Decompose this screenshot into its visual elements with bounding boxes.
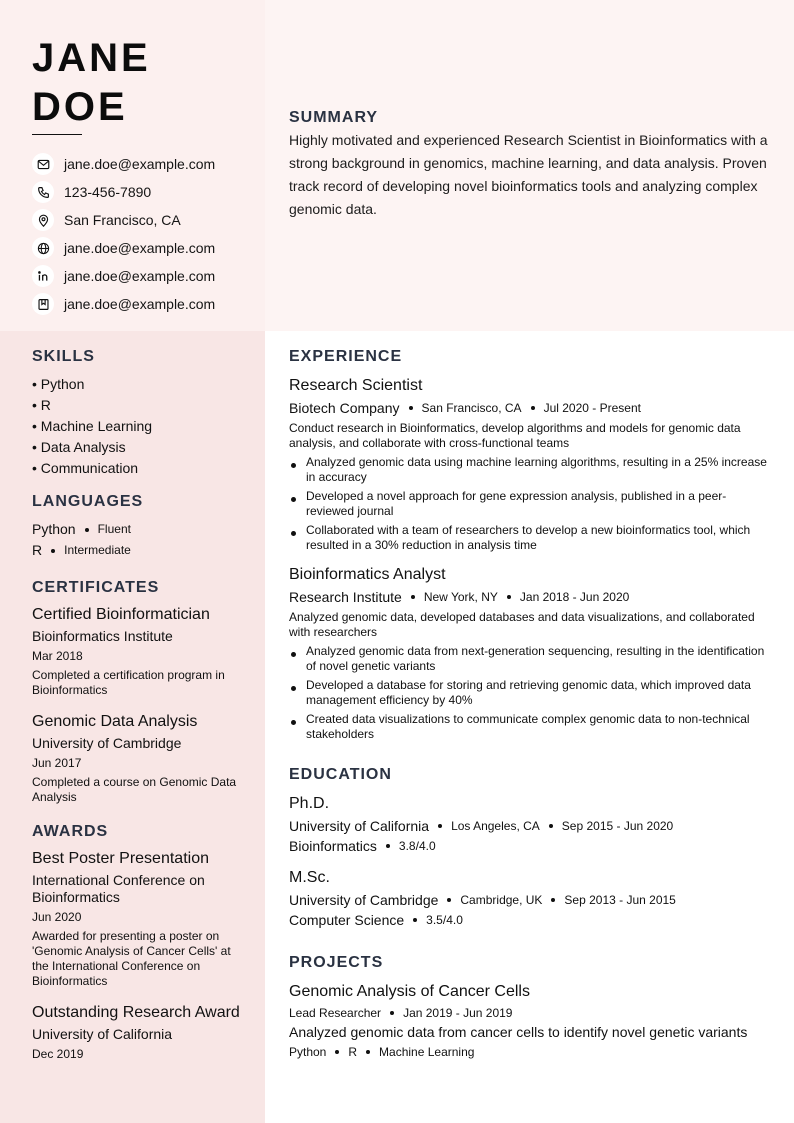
bullet-item: Developed a database for storing and retrieving genomic data, which improved data management efficiency by 40% bbox=[289, 678, 767, 708]
degree-item bbox=[289, 868, 767, 928]
separator-dot bbox=[447, 898, 451, 902]
section-title: CERTIFICATES bbox=[32, 579, 160, 596]
certificate-date: Mar 2018 bbox=[32, 649, 83, 663]
skill-item: • Python bbox=[32, 376, 85, 392]
award-title: Outstanding Research Award bbox=[32, 1004, 240, 1021]
certificate-desc: Completed a course on Genomic Data Analysis bbox=[32, 775, 237, 804]
degree-gpa: 3.5/4.0 bbox=[426, 913, 463, 927]
award-org: University of California bbox=[32, 1026, 173, 1042]
separator-dot bbox=[551, 898, 555, 902]
job-item bbox=[289, 565, 767, 742]
certificate-item bbox=[32, 605, 242, 698]
contact-list bbox=[32, 150, 215, 318]
education-section bbox=[289, 766, 767, 942]
contact-phone[interactable] bbox=[32, 178, 215, 206]
separator-dot bbox=[390, 1011, 394, 1015]
separator-dot bbox=[438, 824, 442, 828]
contact-website[interactable] bbox=[32, 234, 215, 262]
awards-section bbox=[32, 823, 242, 1075]
award-title: Best Poster Presentation bbox=[32, 850, 209, 867]
certificate-date: Jun 2017 bbox=[32, 756, 82, 770]
section-title: SUMMARY bbox=[289, 109, 379, 126]
certificate-org: University of Cambridge bbox=[32, 735, 182, 751]
separator-dot bbox=[507, 595, 511, 599]
bullet-item: Collaborated with a team of researchers to develop a new bioinformatics tool, which resulted in a 30% reduction in analysis time bbox=[289, 523, 767, 553]
degree-field-row bbox=[289, 912, 767, 928]
section-title: PROJECTS bbox=[289, 954, 384, 971]
job-desc: Analyzed genomic data, developed databases and data visualizations, and collaborated with researchers bbox=[289, 610, 755, 639]
bullet-item: Analyzed genomic data from next-generation sequencing, resulting in the identification of novel genetic variants bbox=[289, 644, 767, 674]
contact-linkedin[interactable] bbox=[32, 262, 215, 290]
candidate-name bbox=[32, 34, 151, 132]
separator-dot bbox=[531, 406, 535, 410]
job-item bbox=[289, 376, 767, 553]
contact-text: 123-456-7890 bbox=[64, 184, 152, 200]
project-title: Genomic Analysis of Cancer Cells bbox=[289, 983, 530, 1000]
separator-dot bbox=[366, 1050, 370, 1054]
award-item bbox=[32, 849, 242, 989]
contact-text: jane.doe@example.com bbox=[64, 156, 216, 172]
degree-gpa: 3.8/4.0 bbox=[398, 839, 436, 853]
degree-meta bbox=[289, 892, 767, 908]
phone-icon bbox=[32, 181, 54, 203]
section-title: EDUCATION bbox=[289, 766, 392, 783]
certificate-org: Bioinformatics Institute bbox=[32, 628, 173, 644]
language-level: Intermediate bbox=[64, 543, 131, 557]
job-dates: Jan 2018 - Jun 2020 bbox=[519, 590, 630, 604]
bullet-item: Created data visualizations to communicate complex genomic data to non-technical stakeholders bbox=[289, 712, 767, 742]
section-title: SKILLS bbox=[32, 348, 95, 365]
skill-item: • R bbox=[32, 397, 51, 413]
separator-dot bbox=[409, 406, 413, 410]
skill-item: • Machine Learning bbox=[32, 418, 153, 434]
language-item bbox=[32, 519, 242, 540]
separator-dot bbox=[51, 549, 55, 553]
contact-location bbox=[32, 206, 215, 234]
degree-dates: Sep 2015 - Jun 2020 bbox=[561, 819, 674, 833]
contact-portfolio[interactable] bbox=[32, 290, 215, 318]
summary-section bbox=[289, 109, 769, 221]
degree-name: M.Sc. bbox=[289, 869, 330, 886]
skill-item: • Data Analysis bbox=[32, 439, 126, 455]
mail-icon bbox=[32, 153, 54, 175]
tech-item: Machine Learning bbox=[379, 1045, 475, 1059]
degree-location: Cambridge, UK bbox=[460, 893, 543, 907]
job-dates: Jul 2020 - Present bbox=[543, 401, 641, 415]
award-item bbox=[32, 1003, 242, 1061]
certificate-title: Certified Bioinformatician bbox=[32, 606, 210, 623]
job-bullets bbox=[289, 644, 767, 742]
last-name: DOE bbox=[32, 85, 128, 129]
language-name: R bbox=[32, 542, 43, 558]
portfolio-icon bbox=[32, 293, 54, 315]
degree-name: Ph.D. bbox=[289, 795, 330, 812]
award-desc: Awarded for presenting a poster on 'Genomic Analysis of Cancer Cells' at the International Conference on Bioinformatics bbox=[32, 929, 231, 988]
job-location: New York, NY bbox=[423, 590, 498, 604]
job-company: Research Institute bbox=[289, 589, 402, 605]
award-date: Jun 2020 bbox=[32, 910, 82, 924]
project-desc: Analyzed genomic data from cancer cells to identify novel genetic variants bbox=[289, 1024, 748, 1040]
award-org: International Conference on Bioinformatics bbox=[32, 872, 205, 905]
first-name: JANE bbox=[32, 36, 151, 80]
contact-email[interactable] bbox=[32, 150, 215, 178]
section-title: AWARDS bbox=[32, 823, 109, 840]
certificate-title: Genomic Data Analysis bbox=[32, 713, 198, 730]
separator-dot bbox=[335, 1050, 339, 1054]
projects-section bbox=[289, 954, 767, 1059]
degree-dates: Sep 2013 - Jun 2015 bbox=[564, 893, 676, 907]
certificate-desc: Completed a certification program in Bioinformatics bbox=[32, 668, 225, 697]
contact-text: jane.doe@example.com bbox=[64, 296, 216, 312]
job-title: Research Scientist bbox=[289, 377, 423, 394]
section-title: EXPERIENCE bbox=[289, 348, 403, 365]
separator-dot bbox=[549, 824, 553, 828]
skill-item: • Communication bbox=[32, 460, 139, 476]
separator-dot bbox=[413, 918, 417, 922]
job-title: Bioinformatics Analyst bbox=[289, 566, 446, 583]
job-location: San Francisco, CA bbox=[421, 401, 522, 415]
degree-field: Bioinformatics bbox=[289, 838, 377, 854]
section-title: LANGUAGES bbox=[32, 493, 144, 510]
experience-section bbox=[289, 348, 767, 754]
separator-dot bbox=[386, 844, 390, 848]
language-level: Fluent bbox=[97, 522, 131, 536]
name-divider bbox=[32, 134, 82, 135]
contact-text: San Francisco, CA bbox=[64, 212, 181, 228]
project-item bbox=[289, 982, 767, 1059]
separator-dot bbox=[85, 528, 89, 532]
contact-text: jane.doe@example.com bbox=[64, 240, 216, 256]
language-item bbox=[32, 540, 242, 561]
tech-item: Python bbox=[289, 1045, 327, 1059]
job-company: Biotech Company bbox=[289, 400, 400, 416]
degree-school: University of Cambridge bbox=[289, 892, 439, 908]
job-meta bbox=[289, 400, 767, 416]
project-dates: Jan 2019 - Jun 2019 bbox=[403, 1006, 513, 1020]
job-meta bbox=[289, 589, 767, 605]
degree-item bbox=[289, 794, 767, 854]
degree-field-row bbox=[289, 838, 767, 854]
contact-text: jane.doe@example.com bbox=[64, 268, 216, 284]
job-bullets bbox=[289, 455, 767, 553]
bullet-item: Developed a novel approach for gene expression analysis, published in a peer-reviewed journal bbox=[289, 489, 767, 519]
languages-section bbox=[32, 493, 242, 561]
summary-text: Highly motivated and experienced Research Scientist in Bioinformatics with a strong background in genomics, machine learning, and data analysis. Proven track record of developing novel bioinformatics tools and analyzing complex genomic data. bbox=[289, 132, 768, 217]
language-name: Python bbox=[32, 521, 76, 537]
skills-section bbox=[32, 348, 242, 479]
linkedin-icon bbox=[32, 265, 54, 287]
tech-item: R bbox=[348, 1045, 358, 1059]
certificate-item bbox=[32, 712, 242, 805]
degree-meta bbox=[289, 818, 767, 834]
job-desc: Conduct research in Bioinformatics, develop algorithms and models for genomic data analysis, and collaborate with cross-functional teams bbox=[289, 421, 741, 450]
certificates-section bbox=[32, 579, 242, 819]
location-icon bbox=[32, 209, 54, 231]
globe-icon bbox=[32, 237, 54, 259]
project-meta bbox=[289, 1006, 767, 1020]
degree-field: Computer Science bbox=[289, 912, 405, 928]
project-tech bbox=[289, 1045, 767, 1059]
award-date: Dec 2019 bbox=[32, 1047, 84, 1061]
degree-location: Los Angeles, CA bbox=[451, 819, 540, 833]
project-role: Lead Researcher bbox=[289, 1006, 382, 1020]
bullet-item: Analyzed genomic data using machine learning algorithms, resulting in a 25% increase in accuracy bbox=[289, 455, 767, 485]
separator-dot bbox=[411, 595, 415, 599]
degree-school: University of California bbox=[289, 818, 430, 834]
